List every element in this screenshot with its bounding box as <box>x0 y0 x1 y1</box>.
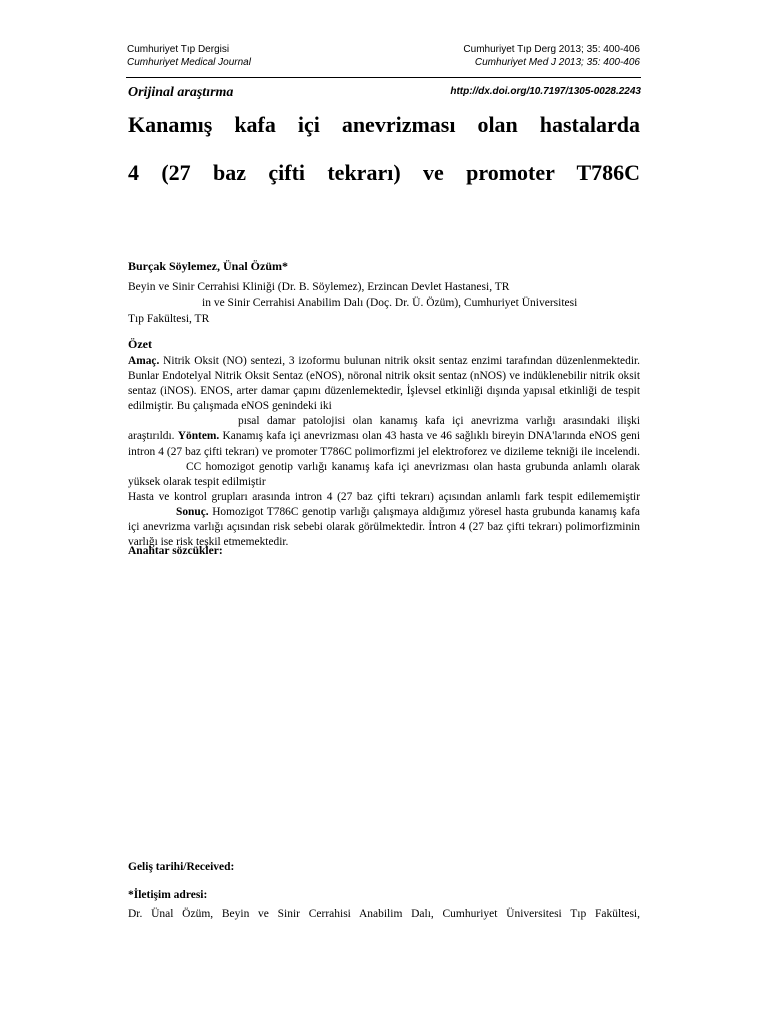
article-type: Orijinal araştırma <box>128 85 234 100</box>
title-line-2: 4 (27 baz çifti tekrarı) ve promoter T786C <box>128 160 640 185</box>
keywords-label: Anahtar sözcükler: <box>128 545 223 557</box>
citation-tr: Cumhuriyet Tıp Derg 2013; 35: 400-406 <box>463 44 640 55</box>
affiliation-line-3: Tıp Fakültesi, TR <box>128 313 210 325</box>
title-line-1: Kanamış kafa içi anevrizması olan hastalarda <box>128 112 640 137</box>
journal-name-tr: Cumhuriyet Tıp Dergisi <box>127 44 230 55</box>
affiliation-line-2: in ve Sinir Cerrahisi Anabilim Dalı (Doç. Dr. Ü. Özüm), Cumhuriyet Üniversitesi <box>202 297 578 309</box>
abstract-results-text-2: Hasta ve kontrol grupları arasında intron 4 (27 baz çifti tekrarı) açısından anlamlı fark tespit edilememiştir <box>128 490 640 503</box>
doi-link[interactable]: http://dx.doi.org/10.7197/1305-0028.2243 <box>450 86 641 97</box>
journal-header-left <box>127 43 251 69</box>
abstract-heading: Özet <box>128 337 152 351</box>
sonuc-label: Sonuç. <box>176 505 209 518</box>
citation-en: Cumhuriyet Med J 2013; 35: 400-406 <box>474 57 640 68</box>
header-divider <box>126 77 641 78</box>
abstract-aim-text: Nitrik Oksit (NO) sentezi, 3 izoformu bulunan nitrik oksit sentaz enzimi tarafından düzenlenmektedir. Bunlar Endotelyal Nitrik Oksit Sentaz (eNOS), nöronal nitrik oksit sentaz (nNOS) ve indüklenebilir nitrik oksit sentaz (iNOS). ENOS, arter damar çapını düzenlemektedir, İşlevsel etkinliği dışında yapısal etkinliği de tespit edilmiştir. Bu çalışmada eNOS genindeki iki <box>128 355 640 413</box>
abstract-method-text: Kanamış kafa içi anevrizması olan 43 hasta ve 46 sağlıklı bireyin DNA'larında eNOS geni intron 4 (27 baz çifti tekrarı) ve promoter T786C polimorfizmi jel elektroforez ve dizileme tekniği ile incelendi. <box>128 430 640 458</box>
authors: Burçak Söylemez, Ünal Özüm* <box>128 259 288 273</box>
yontem-label: Yöntem. <box>177 430 220 443</box>
affiliation-line-1: Beyin ve Sinir Cerrahisi Kliniği (Dr. B. Söylemez), Erzincan Devlet Hastanesi, TR <box>128 281 510 293</box>
journal-name-en: Cumhuriyet Medical Journal <box>127 57 251 68</box>
abstract-results-text: CC homozigot genotip varlığı kanamış kafa içi anevrizması olan hasta grubunda anlamlı olarak yüksek olarak tespit edilmiştir <box>128 460 640 488</box>
amac-label: Amaç. <box>128 355 160 367</box>
abstract-conclusion-text: Homozigot T786C genotip varlığı çalışmaya aldığımız yöresel hasta grubunda kanamış kafa içi anevrizma varlığı açısından risk sebebi olarak görülmektedir. İntron 4 (27 baz çifti tekrarı) polimorfizminin varlığı ise risk teşkil etmemektedir. <box>128 505 640 549</box>
received-label: Geliş tarihi/Received: <box>128 861 235 873</box>
journal-header-right <box>463 43 640 69</box>
contact-address: Dr. Ünal Özüm, Beyin ve Sinir Cerrahisi Anabilim Dalı, Cumhuriyet Üniversitesi Tıp Fakültesi, <box>128 908 640 920</box>
abstract-aim-text-2: pısal damar patolojisi olan kanamış kafa içi anevrizma varlığı arasındaki ilişki araştırıldı. <box>128 415 640 443</box>
contact-label: *İletişim adresi: <box>128 889 208 901</box>
abstract-body <box>128 354 640 550</box>
